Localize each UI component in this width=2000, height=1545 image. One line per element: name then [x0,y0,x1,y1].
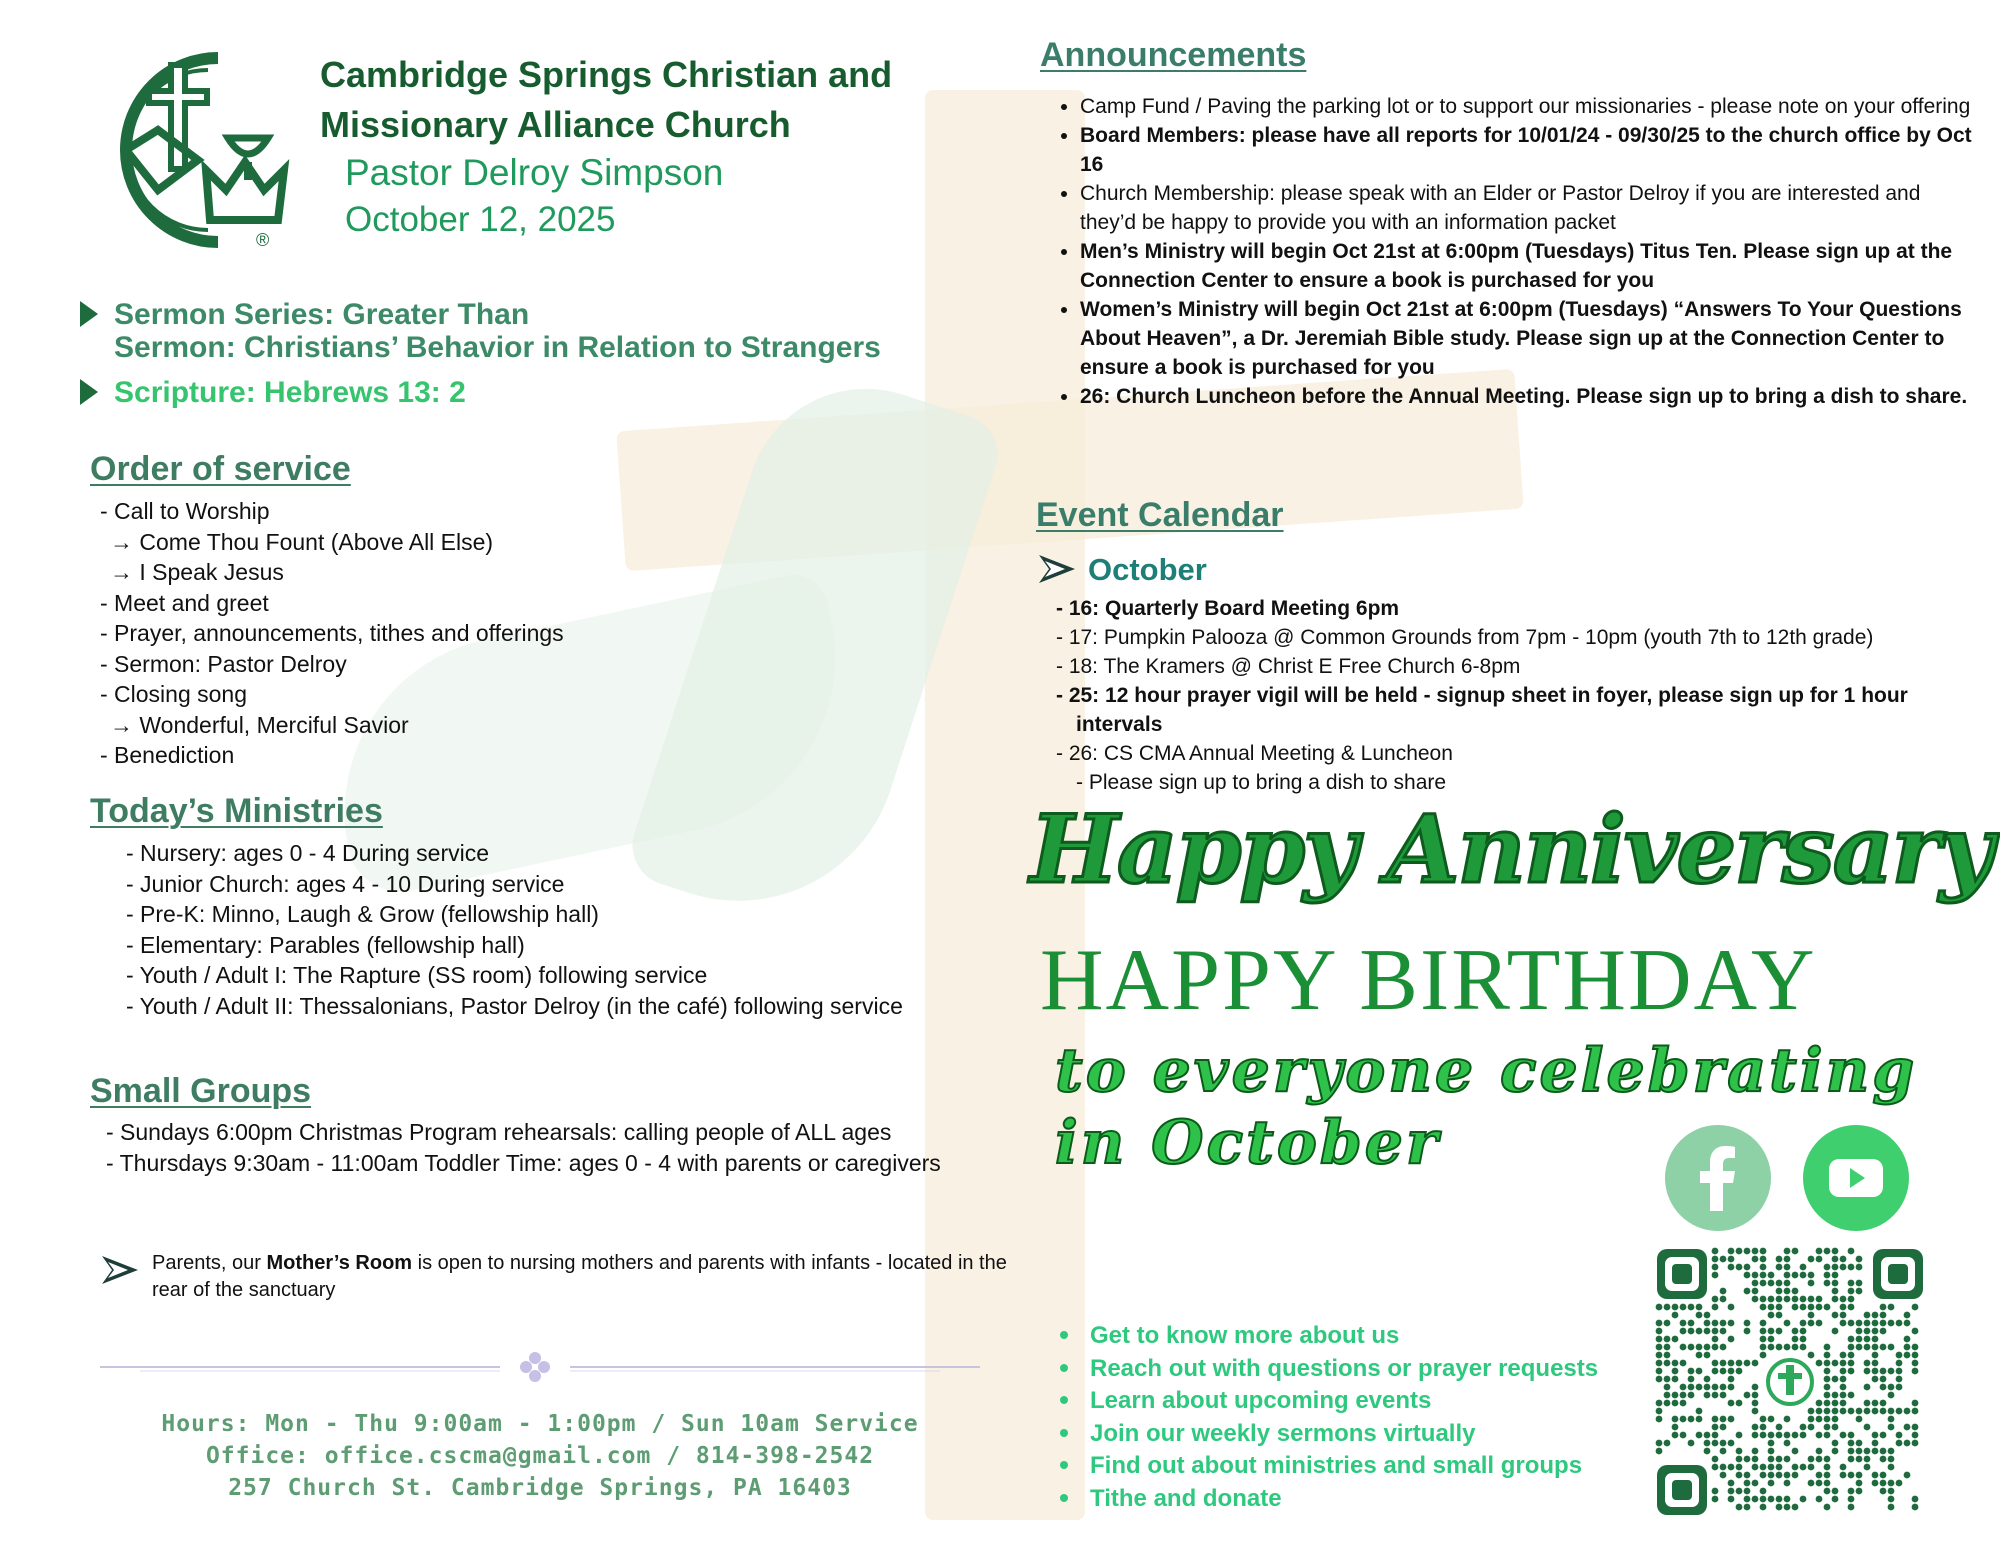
order-of-service-list [100,496,564,771]
arrow-bullet-icon [100,1254,140,1286]
list-item: - Pre-K: Minno, Laugh & Grow (fellowship hall) [126,901,599,927]
church-name-line1: Cambridge Springs Christian and [320,54,893,95]
event-calendar-heading: Event Calendar [1036,496,1284,534]
note-text-end: is open to nursing mothers and parents with infants - located in the rear of the sanctuary [152,1252,1007,1301]
list-item: - Sermon: Pastor Delroy [100,650,347,677]
sermon-info [80,298,881,364]
pastor-name: Pastor Delroy Simpson [345,152,724,193]
small-groups-list [106,1117,941,1178]
qr-code-icon[interactable] [1655,1247,1925,1517]
list-item: - Closing song [100,681,248,707]
list-item: - Elementary: Parables (fellowship hall) [126,931,525,958]
list-item: • Women’s Ministry will begin Oct 21st at 6:00pm (Tuesdays) “Answers To Your Questions About Heaven”, a Dr. Jeremiah Bible study. Please sign up at the Connection Center to ensure a book is purchased for you [1080,295,1980,382]
list-item: - Nursery: ages 0 - 4 During service [126,840,490,866]
triangle-bullet-icon [80,301,98,327]
list-item: Learn about upcoming events [1060,1385,1598,1418]
event-item: - 17: Pumpkin Palooza @ Common Grounds from 7pm - 10pm (youth 7th to 12th grade) [1056,626,1874,649]
sermon-series: Sermon Series: Greater Than [114,298,530,331]
list-item: Reach out with questions or prayer requests [1060,1353,1598,1386]
church-name-line2: Missionary Alliance Church [320,104,791,145]
event-item: - 25: 12 hour prayer vigil will be held - signup sheet in foyer, please sign up for 1 hour intervals [1056,684,1908,736]
triangle-bullet-icon [80,379,98,405]
scripture [80,376,466,410]
event-item: - 26: CS CMA Annual Meeting & Luncheon [1056,742,1453,765]
month-heading [1036,552,1207,588]
list-item: → I Speak Jesus [110,559,284,585]
event-item: - Please sign up to bring a dish to share [1076,771,1447,794]
celebration-line2: in October [1055,1108,1441,1178]
list-item: • Board Members: please have all reports for 10/01/24 - 09/30/25 to the church office by Oct 16 [1080,121,1980,179]
event-item: - 16: Quarterly Board Meeting 6pm [1056,597,1400,620]
list-item: Tithe and donate [1060,1483,1598,1516]
bulletin-date: October 12, 2025 [345,200,616,239]
address: 257 Church St. Cambridge Springs, PA 16403 [228,1475,852,1501]
order-of-service-heading: Order of service [90,450,351,488]
list-item: - Youth / Adult I: The Rapture (SS room) following service [126,962,708,988]
happy-anniversary-title: Happy Anniversary [1030,795,1992,905]
list-item: → Come Thou Fount (Above All Else) [110,528,494,555]
office-hours: Hours: Mon - Thu 9:00am - 1:00pm / Sun 10am Service [161,1411,919,1437]
website-features-list [1060,1320,1598,1515]
list-item: - Benediction [100,742,235,768]
list-item: - Meet and greet [100,589,269,616]
list-item: - Thursdays 9:30am - 11:00am Toddler Time: ages 0 - 4 with parents or caregivers [106,1149,941,1176]
list-item: Get to know more about us [1060,1320,1598,1353]
list-item: • 26: Church Luncheon before the Annual Meeting. Please sign up to bring a dish to share. [1080,382,1980,411]
church-name [320,50,892,150]
list-item: • Church Membership: please speak with an Elder or Pastor Delroy if you are interested and they’d be happy to provide you with an information packet [1080,179,1980,237]
mothers-room-note [100,1250,1020,1310]
contact-footer [100,1408,980,1504]
list-item: • Camp Fund / Paving the parking lot or to support our missionaries - please note on your offering [1080,92,1980,121]
event-item: - 18: The Kramers @ Christ E Free Church 6-8pm [1056,655,1521,678]
list-item: - Sundays 6:00pm Christmas Program rehearsals: calling people of ALL ages [106,1119,892,1145]
facebook-icon[interactable] [1665,1125,1771,1231]
list-item: Join our weekly sermons virtually [1060,1418,1598,1451]
ministries-heading: Today’s Ministries [90,792,383,830]
celebration-line1: to everyone celebrating [1055,1036,1918,1106]
event-list [1056,594,1956,797]
ornament-divider [100,1352,980,1382]
list-item: - Prayer, announcements, tithes and offerings [100,620,564,646]
list-item: - Call to Worship [100,498,270,524]
list-item: - Junior Church: ages 4 - 10 During service [126,870,565,897]
happy-birthday-title: HAPPY BIRTHDAY [1040,932,1817,1029]
list-item: • Men’s Ministry will begin Oct 21st at 6:00pm (Tuesdays) Titus Ten. Please sign up at the Connection Center to ensure a book is purchased for you [1080,237,1980,295]
svg-text:®: ® [256,230,270,250]
celebration-message [1055,1035,1917,1179]
list-item: → Wonderful, Merciful Savior [110,711,409,738]
small-groups-heading: Small Groups [90,1072,312,1110]
church-logo-icon [98,50,298,250]
note-text-bold: Mother’s Room [266,1252,413,1274]
month-label: October [1088,552,1207,587]
scripture-text: Scripture: Hebrews 13: 2 [114,376,466,409]
youtube-icon[interactable] [1803,1125,1909,1231]
ministries-list [126,838,903,1021]
sermon-title: Sermon: Christians’ Behavior in Relation to Strangers [114,331,881,364]
note-text-start: Parents, our [152,1252,267,1274]
list-item: Find out about ministries and small groups [1060,1450,1598,1483]
announcements-heading: Announcements [1040,36,1307,74]
announcements-list [1048,92,1980,411]
list-item: - Youth / Adult II: Thessalonians, Pastor Delroy (in the café) following service [126,992,903,1019]
office-contact: Office: office.cscma@gmail.com / 814-398-2542 [205,1443,875,1469]
arrow-bullet-icon [1036,553,1078,585]
